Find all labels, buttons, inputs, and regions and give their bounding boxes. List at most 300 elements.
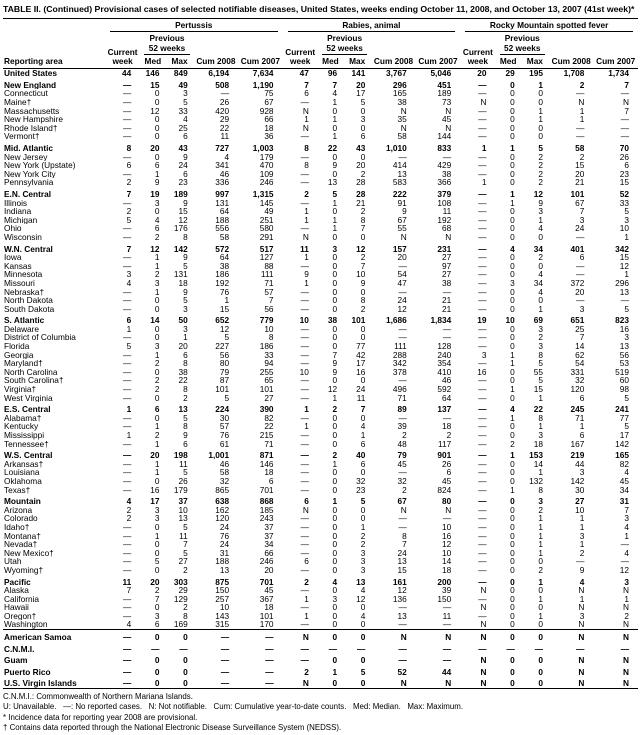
value-cell: 0 xyxy=(510,260,515,271)
reporting-area-cell: Guam xyxy=(4,655,28,665)
value-cell: 3 xyxy=(154,504,160,515)
value-cell: 11 xyxy=(356,392,366,403)
table-row xyxy=(3,494,638,506)
value-cell: 2 xyxy=(126,513,132,524)
value-cell: 3 xyxy=(332,243,338,254)
reporting-area-cell: Washington xyxy=(4,620,48,630)
value-cell: 0 xyxy=(510,88,515,99)
value-cell: 7 xyxy=(624,504,629,515)
value-cell: — xyxy=(620,122,629,133)
table-row xyxy=(3,665,638,677)
value-cell: — xyxy=(576,295,585,306)
column-header-reporting-area: Reporting area xyxy=(3,20,105,69)
value-cell: — xyxy=(478,223,487,234)
value-cell: 1 xyxy=(579,521,585,532)
value-cell: 0 xyxy=(510,131,515,142)
value-cell: — xyxy=(105,630,140,642)
value-cell: 378 xyxy=(392,366,407,377)
value-cell: — xyxy=(300,286,309,297)
reporting-area-cell: C.N.M.I. xyxy=(4,643,35,654)
value-cell: 1 xyxy=(154,286,160,297)
value-cell: 231 xyxy=(437,243,452,254)
value-cell: 143 xyxy=(215,610,230,621)
value-cell: 19 xyxy=(477,315,487,326)
column-header-cum-2007: Cum 2007 xyxy=(416,33,460,68)
value-cell: — xyxy=(620,539,629,550)
value-cell: 15 xyxy=(575,160,585,171)
value-cell: 823 xyxy=(615,315,629,326)
value-cell: 0 xyxy=(510,496,515,507)
value-cell: 5 xyxy=(126,214,132,225)
value-cell: N xyxy=(302,231,309,242)
value-cell: 0 xyxy=(332,564,338,575)
value-cell: 1,315 xyxy=(252,188,274,199)
value-cell: — xyxy=(398,323,407,334)
value-cell: — xyxy=(478,467,487,478)
value-cell: 3 xyxy=(360,556,366,567)
value-cell: 0 xyxy=(510,177,515,188)
reporting-area-cell: New Hampshire xyxy=(4,115,64,124)
value-cell: — xyxy=(122,521,132,532)
reporting-area-cell: Puerto Rico xyxy=(4,666,51,677)
value-cell: 24 xyxy=(397,547,407,558)
value-cell: — xyxy=(478,151,487,162)
reporting-area-cell: Alabama† xyxy=(4,413,42,423)
value-cell: 222 xyxy=(392,188,407,199)
value-cell: 31 xyxy=(219,547,230,558)
value-cell: 3 xyxy=(154,341,160,352)
value-cell: 0 xyxy=(538,260,543,271)
value-cell: — xyxy=(478,643,487,654)
value-cell: 26 xyxy=(178,475,188,486)
value-cell: — xyxy=(478,295,487,306)
value-cell: 1 xyxy=(304,277,309,288)
value-cell: 14 xyxy=(533,458,543,469)
reporting-area-cell: E.N. Central xyxy=(4,188,52,199)
value-cell: 7 xyxy=(268,295,274,306)
value-cell: 5 xyxy=(183,412,188,423)
value-cell: — xyxy=(478,521,487,532)
value-cell: — xyxy=(478,438,487,449)
value-cell: 0 xyxy=(510,564,515,575)
value-cell: 4 xyxy=(332,88,338,99)
value-cell: 1 xyxy=(154,467,160,478)
value-cell: 583 xyxy=(392,177,407,188)
column-header-max: Max xyxy=(165,56,193,69)
value-cell: 70 xyxy=(619,143,629,153)
value-cell: 5,046 xyxy=(430,68,452,79)
value-cell: 87 xyxy=(219,375,230,386)
value-cell: — xyxy=(300,412,309,423)
value-cell: 420 xyxy=(215,105,230,116)
value-cell: 2 xyxy=(154,430,160,440)
value-cell: 1 xyxy=(332,223,338,234)
value-cell: 0 xyxy=(154,122,160,133)
reporting-area-cell: New England xyxy=(4,79,57,90)
value-cell: 2 xyxy=(538,160,543,171)
value-cell: — xyxy=(478,513,487,524)
value-cell: 0 xyxy=(510,593,515,604)
value-cell: 1 xyxy=(538,547,543,558)
table-row xyxy=(3,187,638,199)
value-cell: 0 xyxy=(332,467,338,478)
value-cell: 33 xyxy=(264,349,274,360)
value-cell: 0 xyxy=(332,151,338,162)
value-cell: 27 xyxy=(178,556,188,567)
value-cell: 5 xyxy=(224,392,230,403)
value-cell: 165 xyxy=(392,88,407,99)
value-cell: 55 xyxy=(533,366,543,377)
value-cell: — xyxy=(478,341,487,352)
value-cell: — xyxy=(398,602,407,613)
value-cell: — xyxy=(478,547,487,558)
value-cell: — xyxy=(122,384,132,395)
value-cell: 7 xyxy=(126,585,132,596)
value-cell: — xyxy=(478,114,487,125)
value-cell: 3 xyxy=(183,323,188,334)
value-cell: 1 xyxy=(538,214,543,225)
value-cell: 7 xyxy=(360,260,366,271)
value-cell: 0 xyxy=(332,619,338,630)
value-cell: 470 xyxy=(259,160,274,171)
value-cell: — xyxy=(620,114,629,125)
reporting-area-cell: New York City xyxy=(4,169,56,179)
value-cell: 5 xyxy=(624,303,629,314)
value-cell: 3 xyxy=(624,332,629,343)
table-title: TABLE II. (Continued) Provisional cases of selected notifiable diseases, United States, weeks ending October 11, 2008, and October 13, 2007 (41st week)* xyxy=(3,4,638,19)
column-header-previous-52-weeks xyxy=(496,33,549,56)
value-cell: 5 xyxy=(624,206,629,217)
reporting-area-cell: Mountain xyxy=(4,496,41,506)
value-cell: 0 xyxy=(332,547,338,558)
value-cell: — xyxy=(122,450,132,461)
value-cell: 60 xyxy=(619,375,629,386)
value-cell: 25 xyxy=(178,122,188,133)
value-cell: — xyxy=(122,666,132,677)
value-cell: 1 xyxy=(538,521,543,532)
value-cell: 5 xyxy=(154,556,160,567)
value-cell: 71 xyxy=(264,277,274,288)
value-cell: 45 xyxy=(441,475,452,486)
value-cell: 0 xyxy=(510,366,515,377)
value-cell: 6 xyxy=(446,467,452,478)
value-cell: 10 xyxy=(575,504,585,515)
value-cell: 0 xyxy=(332,602,338,613)
value-cell: 9 xyxy=(579,564,585,575)
value-cell: 185 xyxy=(259,504,274,515)
value-cell: — xyxy=(122,556,132,567)
value-cell: — xyxy=(576,131,585,142)
value-cell: 36 xyxy=(264,131,274,142)
value-cell: 0 xyxy=(510,678,515,689)
value-cell: 97 xyxy=(441,260,452,271)
value-cell: N xyxy=(445,105,452,116)
reporting-area-cell: Michigan xyxy=(4,215,38,225)
value-cell: 12 xyxy=(441,539,452,550)
value-cell: 779 xyxy=(259,315,274,326)
value-cell: 0 xyxy=(332,269,338,280)
value-cell: 1 xyxy=(510,197,515,208)
value-cell: 1 xyxy=(183,332,188,343)
value-cell: 0 xyxy=(538,556,543,567)
value-cell: — xyxy=(220,88,230,99)
value-cell: — xyxy=(478,430,487,440)
value-cell: 0 xyxy=(332,277,338,288)
value-cell: 8 xyxy=(268,332,274,343)
value-cell: — xyxy=(300,484,309,495)
value-cell: 0 xyxy=(154,602,160,613)
value-cell: — xyxy=(122,131,132,142)
value-cell: 8 xyxy=(304,143,309,153)
value-cell: — xyxy=(478,206,487,217)
value-cell: 22 xyxy=(533,404,543,415)
value-cell: — xyxy=(398,619,407,630)
value-cell: 868 xyxy=(259,496,274,507)
value-cell: — xyxy=(398,375,407,386)
value-cell: 67 xyxy=(575,197,585,208)
value-cell: 33 xyxy=(178,105,188,116)
reporting-area-cell: Pacific xyxy=(4,576,31,587)
value-cell: 0 xyxy=(165,630,193,642)
value-cell: 192 xyxy=(437,214,452,225)
value-cell: N xyxy=(445,504,452,515)
value-cell: 20 xyxy=(575,168,585,179)
value-cell: 5 xyxy=(538,358,543,369)
value-cell: 45 xyxy=(441,114,452,125)
header-row-groups xyxy=(3,20,638,33)
value-cell: 0 xyxy=(538,619,543,630)
value-cell: 4 xyxy=(538,223,543,234)
value-cell: 1 xyxy=(579,114,585,125)
value-cell: 3 xyxy=(154,610,160,621)
value-cell: 96 xyxy=(327,68,338,79)
value-cell: — xyxy=(576,88,585,99)
value-cell: — xyxy=(122,151,132,162)
value-cell: 10 xyxy=(299,315,309,326)
value-cell: 22 xyxy=(178,375,188,386)
value-cell: 1 xyxy=(538,303,543,314)
value-cell: 251 xyxy=(259,214,274,225)
value-cell: 342 xyxy=(392,358,407,369)
value-cell: 4 xyxy=(224,151,230,162)
table-row xyxy=(3,630,638,642)
value-cell: 50 xyxy=(178,315,188,326)
value-cell: 0 xyxy=(332,530,338,541)
value-cell: 146 xyxy=(145,68,160,79)
value-cell: — xyxy=(265,678,274,689)
reporting-area-cell: W.N. Central xyxy=(4,243,53,254)
value-cell: 291 xyxy=(259,231,274,242)
value-cell: — xyxy=(576,260,585,271)
value-cell: 5 xyxy=(538,375,543,386)
value-cell: 0 xyxy=(496,630,521,642)
value-cell: 1 xyxy=(510,384,515,395)
value-cell: 3 xyxy=(154,197,160,208)
value-cell: 2 xyxy=(538,252,543,263)
reporting-area-cell: Utah xyxy=(4,557,22,566)
table-row xyxy=(3,440,638,449)
value-cell: 45 xyxy=(619,475,629,486)
value-cell: 23 xyxy=(356,484,366,495)
reporting-area-cell: District of Columbia xyxy=(4,333,76,343)
value-cell: 3 xyxy=(360,114,366,125)
value-cell: — xyxy=(620,295,629,306)
value-cell: 0 xyxy=(332,412,338,423)
value-cell: 1 xyxy=(481,177,487,188)
value-cell: 14 xyxy=(150,315,160,326)
value-cell: 0 xyxy=(510,168,515,179)
footnotes xyxy=(3,692,638,733)
value-cell: 43 xyxy=(178,143,188,153)
value-cell: — xyxy=(300,585,309,596)
value-cell: 3 xyxy=(579,530,585,541)
value-cell: 1 xyxy=(538,105,543,116)
value-cell: — xyxy=(122,358,132,369)
value-cell: 652 xyxy=(215,315,230,326)
value-cell: 0 xyxy=(510,122,515,133)
reporting-area-cell: Nebraska† xyxy=(4,287,45,297)
value-cell: 56 xyxy=(619,349,629,360)
value-cell: 68 xyxy=(441,223,452,234)
value-cell: 7 xyxy=(402,539,407,550)
value-cell: 1 xyxy=(332,496,338,507)
value-cell: — xyxy=(122,79,132,90)
value-cell: 3 xyxy=(579,303,585,314)
value-cell: — xyxy=(478,458,487,469)
value-cell: 1 xyxy=(360,521,366,532)
value-cell: 8 xyxy=(538,412,543,423)
value-cell: — xyxy=(220,666,230,677)
value-cell: 54 xyxy=(397,269,407,280)
reporting-area-cell: Louisiana xyxy=(4,468,40,477)
value-cell: 4 xyxy=(332,576,338,587)
value-cell: 0 xyxy=(332,513,338,524)
reporting-area-cell: Maryland† xyxy=(4,359,43,368)
value-cell: 15 xyxy=(619,177,629,188)
value-cell: — xyxy=(478,231,487,242)
value-cell: 32 xyxy=(397,475,407,486)
value-cell: 8 xyxy=(183,610,188,621)
value-cell: 3 xyxy=(538,496,543,507)
value-cell: 46 xyxy=(219,458,230,469)
value-cell: 3 xyxy=(183,88,188,99)
value-cell: 0 xyxy=(510,375,515,386)
value-cell: 18 xyxy=(264,602,274,613)
value-cell: 0 xyxy=(332,585,338,596)
value-cell: — xyxy=(265,655,274,666)
value-cell: 5 xyxy=(183,97,188,108)
value-cell: 2 xyxy=(126,504,132,515)
value-cell: 18 xyxy=(264,122,274,133)
reporting-area-cell: Colorado xyxy=(4,514,38,523)
value-cell: — xyxy=(300,547,309,558)
value-cell: — xyxy=(478,214,487,225)
value-cell: 243 xyxy=(259,513,274,524)
value-cell: 0 xyxy=(332,504,338,515)
value-cell: N xyxy=(480,97,487,108)
value-cell: 40 xyxy=(356,450,366,461)
value-cell: 1 xyxy=(332,214,338,225)
value-cell: 111 xyxy=(394,341,407,352)
value-cell: — xyxy=(300,131,309,142)
value-cell: 4 xyxy=(624,521,629,532)
value-cell: 0 xyxy=(510,341,515,352)
value-cell: 0 xyxy=(140,630,165,642)
value-cell: 5 xyxy=(183,295,188,306)
value-cell: 701 xyxy=(259,484,274,495)
value-cell: 11 xyxy=(122,576,132,587)
value-cell: 1 xyxy=(154,438,160,449)
value-cell: 120 xyxy=(570,384,585,395)
value-cell: — xyxy=(478,323,487,334)
value-cell: 77 xyxy=(356,341,366,352)
value-cell: 46 xyxy=(219,168,230,179)
value-cell: 12 xyxy=(397,303,407,314)
value-cell: N xyxy=(623,678,629,689)
value-cell: 3 xyxy=(624,214,629,225)
value-cell: 227 xyxy=(215,341,230,352)
column-group-rabies-animal xyxy=(283,20,461,33)
value-cell: 0 xyxy=(332,556,338,567)
value-cell: 849 xyxy=(173,68,188,79)
value-cell: 0 xyxy=(332,610,338,621)
value-cell: 0 xyxy=(154,547,160,558)
value-cell: 16 xyxy=(150,484,160,495)
value-cell: — xyxy=(179,643,188,654)
value-cell: 246 xyxy=(259,556,274,567)
value-cell: 0 xyxy=(510,252,515,263)
value-cell: 0 xyxy=(332,430,338,440)
value-cell: 1,190 xyxy=(252,79,274,90)
value-cell: 71 xyxy=(575,412,585,423)
value-cell: 20 xyxy=(356,160,366,171)
value-cell: 2 xyxy=(446,430,452,440)
reporting-area-cell: Hawaii xyxy=(4,603,29,612)
value-cell: 4 xyxy=(126,619,132,630)
value-cell: 1 xyxy=(624,231,629,242)
reporting-area-cell: Oklahoma xyxy=(4,476,42,486)
value-cell: — xyxy=(122,564,132,575)
value-cell: N xyxy=(400,122,407,133)
value-cell: — xyxy=(398,513,407,524)
value-cell: 519 xyxy=(615,366,629,377)
value-cell: 153 xyxy=(529,450,543,461)
value-cell: 0 xyxy=(510,530,515,541)
value-cell: 129 xyxy=(173,593,188,604)
value-cell: 1 xyxy=(360,430,366,440)
value-cell: 29 xyxy=(219,114,230,125)
value-cell: — xyxy=(478,160,487,171)
value-cell: 5 xyxy=(224,332,230,343)
value-cell: 0 xyxy=(360,655,366,666)
value-cell: — xyxy=(576,122,585,133)
value-cell: N xyxy=(623,585,629,596)
reporting-area-cell: Kentucky xyxy=(4,422,39,431)
value-cell: — xyxy=(398,151,407,162)
value-cell: 1 xyxy=(126,404,132,415)
value-cell: 0 xyxy=(510,79,515,90)
value-cell: 0 xyxy=(510,556,515,567)
value-cell: 54 xyxy=(575,358,585,369)
value-cell: N xyxy=(400,504,407,515)
value-cell: 13 xyxy=(397,556,407,567)
value-cell: 38 xyxy=(327,315,338,326)
value-cell: 5 xyxy=(183,467,188,478)
reporting-area-cell: Arkansas† xyxy=(4,459,44,469)
value-cell: 67 xyxy=(397,214,407,225)
value-cell: 2 xyxy=(579,547,585,558)
reporting-area-cell: Tennessee† xyxy=(4,439,49,449)
